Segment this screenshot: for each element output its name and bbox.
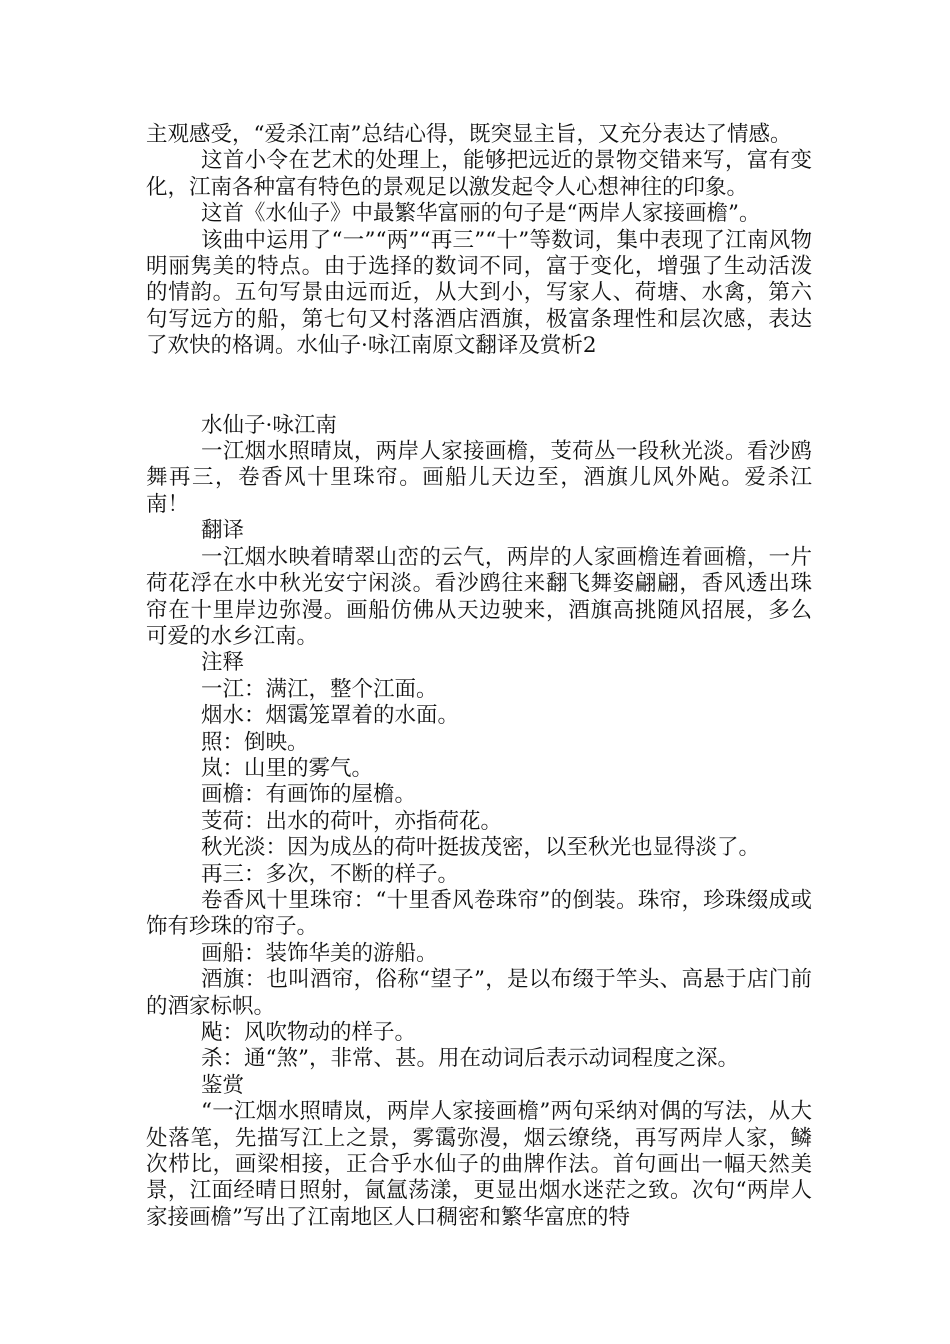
note-item: 芰荷：出水的荷叶，亦指荷花。 <box>201 808 503 834</box>
document-page <box>146 122 812 1231</box>
note-item: 画檐：有画饰的屋檐。 <box>201 782 417 808</box>
paragraph-numerals: 该曲中运用了“一”“两”“再三”“十”等数词，集中表现了江南风物明丽隽美的特点。由于选择的数词不同，富于变化，增强了生动活泼的情韵。五句写景由远而近，从大到小，写家人、荷塘、水禽，第六句写远方的船，第七句又村落酒店酒旗，极富条理性和层次感，表达了欢快的格调。水仙子·咏江南原文翻译及赏析2 <box>146 227 812 359</box>
note-item: 卷香风十里珠帘：“十里香风卷珠帘”的倒装。珠帘，珍珠缀成或饰有珍珠的帘子。 <box>146 887 812 940</box>
appreciation-text: “一江烟水照晴岚，两岸人家接画檐”两句采纳对偶的写法，从大处落笔，先描写江上之景，雾霭弥漫，烟云缭绕，再写两岸人家，鳞次栉比，画梁相接，正合乎水仙子的曲牌作法。首句画出一幅天然美景，江面经晴日照射，氤氲荡漾，更显出烟水迷茫之致。次句“两岸人家接画檐”写出了江南地区人口稠密和繁华富庶的特 <box>146 1099 812 1230</box>
note-item: 酒旗：也叫酒帘，俗称“望子”，是以布缀于竿头、高悬于店门前的酒家标帜。 <box>146 967 812 1019</box>
paragraph-artistic-handling: 这首小令在艺术的处理上，能够把远近的景物交错来写，富有变化，江南各种富有特色的景观足以激发起令人心想神往的印象。 <box>146 148 812 200</box>
appreciation-heading: 鉴赏 <box>201 1072 245 1098</box>
note-item: 再三：多次，不断的样子。 <box>201 861 460 887</box>
note-item: 飐：风吹物动的样子。 <box>201 1020 417 1045</box>
section-gap <box>146 360 812 413</box>
paragraph-most-splendid-line: 这首《水仙子》中最繁华富丽的句子是“两岸人家接画檐”。 <box>201 201 761 227</box>
note-item: 秋光淡：因为成丛的荷叶挺拔茂密，以至秋光也显得淡了。 <box>201 835 761 861</box>
note-item: 杀：通“煞”，非常、甚。用在动词后表示动词程度之深。 <box>201 1046 739 1072</box>
note-item: 一江：满江，整个江面。 <box>201 676 438 702</box>
poem-title: 水仙子·咏江南 <box>201 412 337 438</box>
paragraph-summary-end: 主观感受，“爱杀江南”总结心得，既突显主旨，又充分表达了情感。 <box>146 122 792 147</box>
note-item: 岚：山里的雾气。 <box>201 755 374 781</box>
note-item: 照：倒映。 <box>201 729 309 755</box>
notes-heading: 注释 <box>201 650 245 676</box>
note-item: 烟水：烟霭笼罩着的水面。 <box>201 703 460 729</box>
poem-text: 一江烟水照晴岚，两岸人家接画檐，芰荷丛一段秋光淡。看沙鸥舞再三，卷香风十里珠帘。画船儿天边至，酒旗儿风外飐。爱杀江南！ <box>146 439 812 517</box>
translation-text: 一江烟水映着晴翠山峦的云气，两岸的人家画檐连着画檐，一片荷花浮在水中秋光安宁闲淡。看沙鸥往来翻飞舞姿翩翩，香风透出珠帘在十里岸边弥漫。画船仿佛从天边驶来，酒旗高挑随风招展，多么可爱的水乡江南。 <box>146 544 812 649</box>
translation-heading: 翻译 <box>201 518 245 544</box>
note-item: 画船：装饰华美的游船。 <box>201 940 438 966</box>
